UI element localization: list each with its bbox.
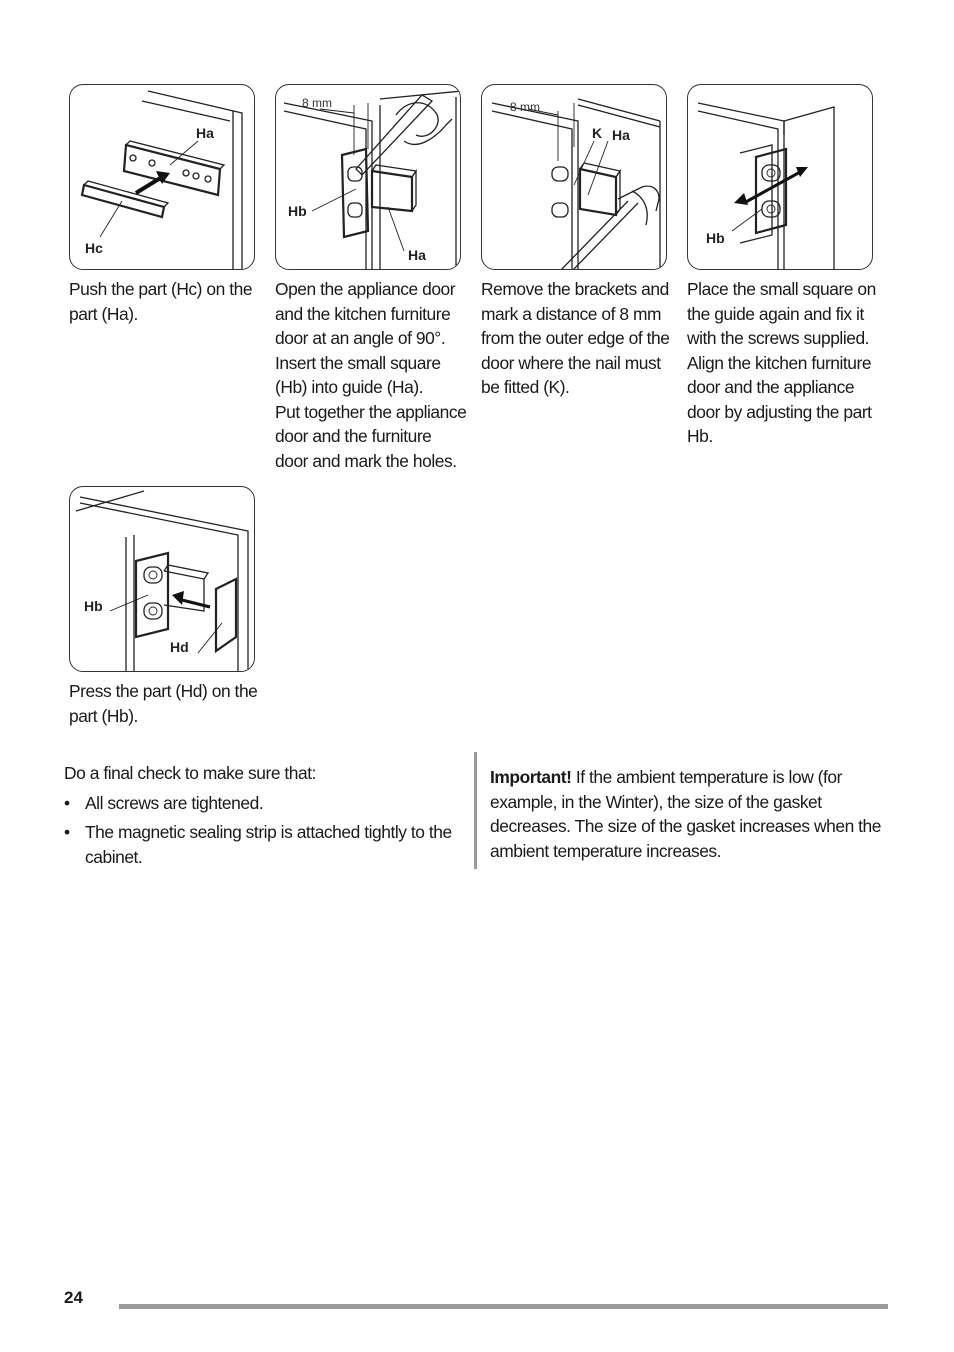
important-note [490, 765, 882, 863]
important-label: Important! [490, 767, 572, 787]
step-1-caption: Push the part (Hc) on the part (Ha). [69, 279, 253, 324]
step-4-caption: Place the small square on the guide again and fix it with the screws supplied. Align the kitchen furniture door and the appliance door by adjusting the part Hb. [687, 279, 876, 446]
list-item: • The magnetic sealing strip is attached tightly to the cabinet. [64, 820, 464, 869]
label-hb: Hb [288, 203, 307, 219]
label-ha: Ha [612, 127, 630, 143]
step-3-caption: Remove the brackets and mark a distance of 8 mm from the outer edge of the door where the nail must be fitted (K). [481, 279, 670, 397]
page-number: 24 [64, 1288, 83, 1307]
label-8mm: 8 mm [510, 100, 540, 114]
final-check-intro: Do a final check to make sure that: [64, 763, 317, 783]
label-k: K [592, 125, 603, 141]
list-item: • All screws are tightened. [64, 791, 464, 816]
illustration-push-hc [69, 84, 255, 270]
label-hd: Hd [170, 639, 189, 655]
label-hb: Hb [84, 598, 103, 614]
align-doors-illustration [688, 85, 873, 270]
step-2-caption: Open the appliance door and the kitchen furniture door at an angle of 90°. Insert the small square (Hb) into guide (Ha). Put together the appliance door and the furniture door and mark the holes. [275, 279, 467, 471]
final-check-list [64, 791, 464, 870]
mark-holes-illustration [276, 85, 461, 270]
label-ha: Ha [408, 247, 426, 263]
illustration-mark-holes [275, 84, 461, 270]
press-cover-illustration [70, 487, 255, 672]
label-ha: Ha [196, 125, 214, 141]
important-text: If the ambient temperature is low (for example, in the Winter), the size of the gasket decreases. The size of the gasket increases when the ambient temperature increases. [490, 767, 881, 861]
section-divider [474, 752, 477, 869]
final-check-section [64, 761, 464, 874]
step-5-caption: Press the part (Hd) on the part (Hb). [69, 681, 258, 726]
label-hc: Hc [85, 240, 103, 256]
fit-nail-illustration [482, 85, 667, 270]
illustration-fit-nail [481, 84, 667, 270]
label-8mm: 8 mm [302, 96, 332, 110]
illustration-press-hd [69, 486, 255, 672]
attach-cover-illustration [70, 85, 255, 270]
label-hb: Hb [706, 230, 725, 246]
illustration-align-doors [687, 84, 873, 270]
footer-rule [119, 1304, 888, 1309]
